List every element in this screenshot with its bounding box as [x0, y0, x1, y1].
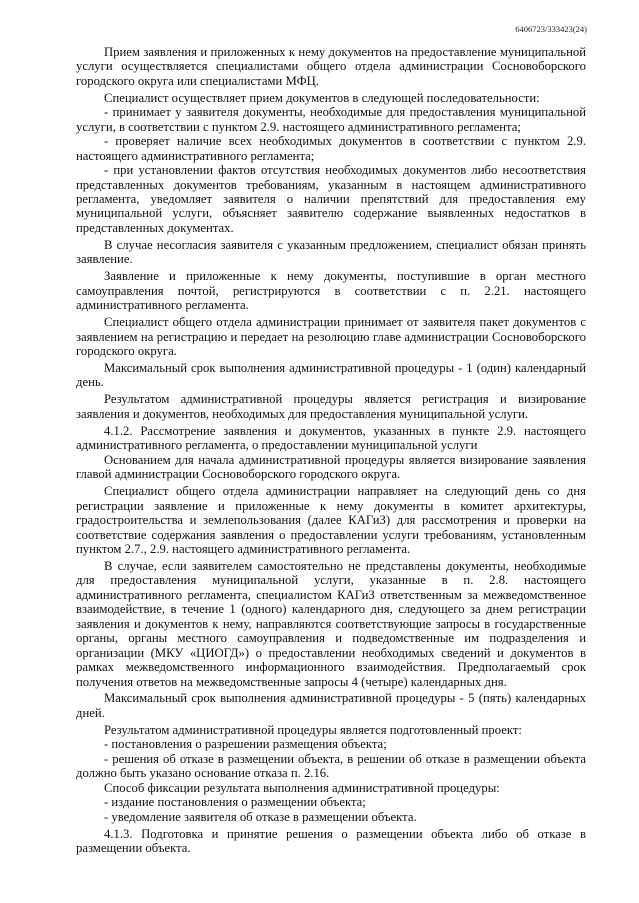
list-item: - издание постановления о размещении объекта;: [104, 795, 366, 810]
paragraph: Максимальный срок выполнения административной процедуры - 1 (один) календарный день.: [76, 361, 586, 390]
section-heading: 4.1.3. Подготовка и принятие решения о размещении объекта либо об отказе в размещении объекта.: [76, 826, 586, 856]
section-heading: 4.1.2. Рассмотрение заявления и документов, указанных в пункте 2.9. настоящего административного регламента, о предоставлении муниципальной услуги: [76, 423, 586, 453]
paragraph: Способ фиксации результата выполнения административной процедуры:: [104, 780, 500, 795]
paragraph: Специалист общего отдела администрации направляет на следующий день со дня регистрации заявление и приложенные к нему документы в комитет архитектуры, градостроительства и землепользования (далее КАГиЗ) для рассмотрения и проверки на соответствие содержания заявления о предоставлении услуги требованиям, установленным пунктом 2.7., 2.9. настоящего административного регламента.: [76, 484, 586, 556]
paragraph: Результатом административной процедуры является регистрация и визирование заявления и документов, необходимых для предоставления муниципальной услуги.: [76, 392, 586, 421]
paragraph: Заявление и приложенные к нему документы, поступившие в орган местного самоуправления почтой, регистрируются в соответствии с п. 2.21. настоящего административного регламента.: [76, 269, 586, 313]
document-number: 6406723/333423(24): [515, 24, 587, 34]
paragraph: Специалист осуществляет прием документов в следующей последовательности:: [104, 90, 540, 105]
list-item: - уведомление заявителя об отказе в размещении объекта.: [104, 809, 417, 824]
list-item: - проверяет наличие всех необходимых документов в соответствии с пунктом 2.9. настоящего административного регламента;: [76, 134, 586, 163]
paragraph: Основанием для начала административной процедуры является визирование заявления главой администрации Сосновоборского городского округа.: [76, 452, 586, 482]
paragraph: В случае несогласия заявителя с указанным предложением, специалист обязан принять заявление.: [76, 237, 586, 267]
paragraph: В случае, если заявителем самостоятельно не представлены документы, необходимые для предоставления муниципальной услуги, указанные в п. 2.8. настоящего административного регламента, специалистом КАГиЗ ответственным за межведомственное взаимодействие, в течение 1 (одного) календарного дня, следующего за днем регистрации заявления и документов к нему, направляются соответствующие запросы в государственные органы, органы местного самоуправления и подведомственные им подразделения и организации (МКУ «ЦИОГД») о предоставлении необходимых сведений и документов в рамках межведомственного информационного взаимодействия. Предполагаемый срок получения ответов на межведомственные запросы 4 (четыре) календарных дня.: [76, 558, 586, 689]
list-item: - решения об отказе в размещении объекта, в решении об отказе в размещении объекта должно быть указано основание отказа п. 2.16.: [76, 751, 586, 781]
list-item: - постановления о разрешении размещения объекта;: [104, 737, 387, 752]
list-item: - принимает у заявителя документы, необходимые для предоставления муниципальной услуги, в соответствии с пунктом 2.9. настоящего административного регламента;: [76, 105, 586, 134]
paragraph: Специалист общего отдела администрации принимает от заявителя пакет документов с заявлением на регистрацию и передает на резолюцию главе администрации Сосновоборского городского округа.: [76, 315, 586, 359]
list-item: - при установлении фактов отсутствия необходимых документов либо несоответствия представленных документов требованиям, указанным в настоящем административного регламента, уведомляет заявителя о наличии препятствий для предоставления ему муниципальной услуги, объясняет заявителю содержание выявленных недостатков в представленных документах.: [76, 163, 586, 235]
paragraph: Результатом административной процедуры является подготовленный проект:: [104, 722, 522, 737]
paragraph: Максимальный срок выполнения административной процедуры - 5 (пять) календарных дней.: [76, 691, 586, 720]
paragraph: Прием заявления и приложенных к нему документов на предоставление муниципальной услуги осуществляется специалистами общего отдела администрации Сосновоборского городского округа или специалистами МФЦ.: [76, 45, 586, 88]
document-body: [76, 45, 586, 855]
